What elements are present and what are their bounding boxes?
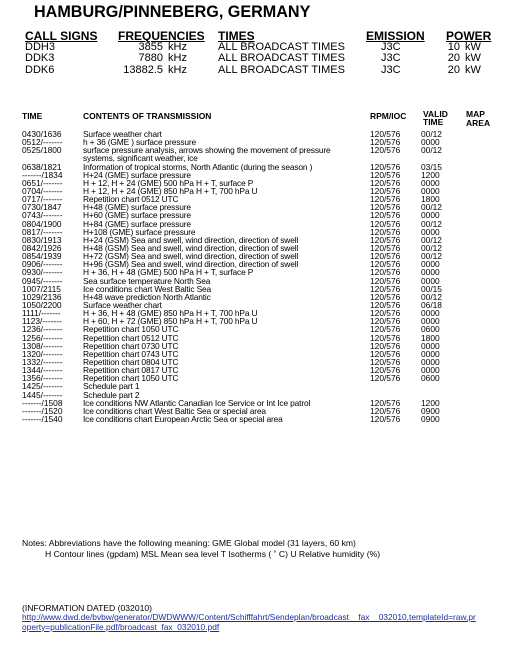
schedule-contents: Surface weather chart: [83, 299, 162, 310]
schedule-time: 1445/-------: [22, 389, 63, 400]
schedule-valid-time: 0000: [421, 226, 440, 237]
schedule-valid-time: 0000: [421, 365, 440, 376]
schedule-time: 1320/-------: [22, 348, 63, 359]
schedule-time: 0651/-------: [22, 177, 63, 188]
schedule-contents: surface pressure analysis, arrows showing the movement of pressure: [83, 145, 331, 156]
col-header-time: TIME: [22, 111, 43, 121]
station-frequency-unit: kHz: [168, 41, 187, 53]
schedule-valid-time: 0000: [421, 316, 440, 327]
schedule-valid-time: 0000: [421, 275, 440, 286]
schedule-contents: H+60 (GME) surface pressure: [83, 210, 191, 221]
schedule-rpm: 120/576: [370, 405, 401, 416]
schedule-contents: H + 36, H + 48 (GME) 500 hPa H + T, surface P: [83, 267, 254, 278]
col-header-map: MAP: [466, 109, 485, 119]
station-call-sign: DDK3: [25, 52, 55, 64]
schedule-contents: Repetition chart 1050 UTC: [83, 373, 179, 384]
schedule-time: 1007/2115: [22, 283, 61, 294]
schedule-valid-time: 1800: [421, 194, 440, 205]
schedule-valid-time: 0000: [421, 267, 440, 278]
schedule-row: [22, 415, 492, 423]
schedule-rpm: 120/576: [370, 413, 401, 424]
schedule-time: 0830/1913: [22, 234, 62, 245]
schedule-contents: Information of tropical storms, North Atlantic (during the season ): [83, 161, 313, 172]
schedule-time: -------/1834: [22, 169, 63, 180]
schedule-time: 0842/1926: [22, 242, 62, 253]
schedule-valid-time: 00/12: [421, 291, 442, 302]
schedule-time: 0854/1939: [22, 251, 62, 262]
schedule-rpm: 120/576: [370, 210, 401, 221]
header-call-signs: CALL SIGNS: [25, 29, 98, 43]
header-emission: EMISSION: [366, 29, 425, 43]
schedule-rpm: 120/576: [370, 291, 401, 302]
schedule-rpm: 120/576: [370, 324, 401, 335]
schedule-time: 0945/-------: [22, 275, 63, 286]
schedule-rpm: 120/576: [370, 169, 401, 180]
col-header-contents: CONTENTS OF TRANSMISSION: [83, 111, 212, 121]
schedule-rpm: 120/576: [370, 226, 401, 237]
schedule-contents: H+48 wave prediction North Atlantic: [83, 291, 211, 302]
schedule-rpm: 120/576: [370, 275, 401, 286]
schedule-contents: Repetition chart 0512 UTC: [83, 194, 179, 205]
schedule-rpm: 120/576: [370, 242, 401, 253]
station-power: 20: [447, 64, 460, 76]
schedule-rpm: 120/576: [370, 259, 401, 270]
schedule-rpm: 120/576: [370, 145, 401, 156]
schedule-contents: H+48 (GME) surface pressure: [83, 202, 191, 213]
schedule-rpm: 120/576: [370, 348, 401, 359]
schedule-rpm: 120/576: [370, 251, 401, 262]
schedule-rpm: 120/576: [370, 316, 401, 327]
header-power: POWER: [446, 29, 492, 43]
station-power-unit: kW: [465, 41, 481, 53]
schedule-contents: H+24 (GSM) Sea and swell, wind direction, direction of swell: [83, 234, 299, 245]
schedule-contents: Repetition chart 0730 UTC: [83, 340, 179, 351]
schedule-time: 1356/-------: [22, 373, 63, 384]
schedule-rpm: 120/576: [370, 161, 401, 172]
station-emission: J3C: [381, 52, 401, 64]
schedule-valid-time: 00/12: [421, 129, 442, 139]
schedule-valid-time: 0000: [421, 210, 440, 221]
schedule-time: 0704/-------: [22, 185, 63, 196]
station-power: 10: [447, 41, 460, 53]
schedule-rpm: 120/576: [370, 340, 401, 351]
schedule-time: 1050/2200: [22, 299, 62, 310]
schedule-rpm: 120/576: [370, 308, 401, 319]
station-frequency-unit: kHz: [168, 52, 187, 64]
schedule-contents: Repetition chart 0743 UTC: [83, 348, 179, 359]
schedule-time: 0638/1821: [22, 161, 62, 172]
schedule-valid-time: 0900: [421, 413, 440, 424]
schedule-valid-time: 00/15: [421, 283, 442, 294]
schedule-rpm: 120/576: [370, 267, 401, 278]
source-link[interactable]: [22, 613, 492, 632]
station-times: ALL BROADCAST TIMES: [218, 41, 345, 53]
schedule-rpm: 120/576: [370, 177, 401, 188]
schedule-valid-time: 0000: [421, 348, 440, 359]
schedule-valid-time: 0000: [421, 185, 440, 196]
schedule-contents: Repetition chart 0804 UTC: [83, 356, 179, 367]
schedule-time: 1425/-------: [22, 381, 63, 392]
schedule-time: 1308/-------: [22, 340, 63, 351]
schedule-valid-time: 00/12: [421, 145, 442, 156]
schedule-time: 1256/-------: [22, 332, 63, 343]
station-call-sign: DDK6: [25, 64, 55, 76]
station-frequency: 7880: [138, 52, 163, 64]
schedule-time: 1344/-------: [22, 365, 63, 376]
schedule-valid-time: 1200: [421, 397, 440, 408]
schedule-rpm: 120/576: [370, 129, 401, 139]
schedule-valid-time: 1200: [421, 169, 440, 180]
schedule-contents: H + 60, H + 72 (GME) 850 hPa H + T, 700 hPa U: [83, 316, 258, 327]
schedule-rpm: 120/576: [370, 194, 401, 205]
schedule-rpm: 120/576: [370, 202, 401, 213]
schedule-rpm: 120/576: [370, 218, 401, 229]
schedule-contents: h + 36 (GME ) surface pressure: [83, 137, 197, 148]
source-link-line-2[interactable]: operty=publicationFile.pdf/broadcast_fax_032010.pdf: [22, 621, 220, 632]
schedule-valid-time: 1800: [421, 332, 440, 343]
header-times: TIMES: [218, 29, 255, 43]
col-header-area: AREA: [466, 118, 491, 128]
schedule-rpm: 120/576: [370, 283, 401, 294]
station-emission: J3C: [381, 64, 401, 76]
schedule-contents: H+24 (GME) surface pressure: [83, 169, 191, 180]
schedule-contents: Schedule part 1: [83, 381, 140, 392]
schedule-valid-time: 0000: [421, 308, 440, 319]
station-call-sign: DDH3: [25, 41, 55, 53]
schedule-contents: Repetition chart 0817 UTC: [83, 365, 179, 376]
schedule-time: 1029/2136: [22, 291, 62, 302]
station-times: ALL BROADCAST TIMES: [218, 64, 345, 76]
schedule-time: 0512/-------: [22, 137, 63, 148]
col-header-rpm: RPM/IOC: [370, 111, 407, 121]
schedule-rpm: 120/576: [370, 365, 401, 376]
schedule-contents: H + 12, H + 24 (GME) 500 hPa H + T, surface P: [83, 177, 254, 188]
schedule-valid-time: 03/15: [421, 161, 442, 172]
schedule-rpm: 120/576: [370, 137, 401, 148]
schedule-valid-time: 06/18: [421, 299, 442, 310]
notes-line-2: H Contour lines (gpdam) MSL Mean sea level T Isotherms ( ˚ C) U Relative humidity (%): [45, 549, 381, 559]
schedule-contents: Ice conditions chart West Baltic Sea or special area: [83, 405, 266, 416]
schedule-time: 1123/-------: [22, 316, 62, 327]
schedule-valid-time: 00/12: [421, 202, 442, 213]
schedule-contents: H+84 (GME) surface pressure: [83, 218, 191, 229]
schedule-table: [22, 130, 492, 423]
schedule-time: 0817/-------: [22, 226, 63, 237]
schedule-valid-time: 0600: [421, 324, 440, 335]
station-emission: J3C: [381, 41, 401, 53]
schedule-rpm: 120/576: [370, 234, 401, 245]
schedule-time: 0930/-------: [22, 267, 63, 278]
schedule-time: -------/1508: [22, 397, 63, 408]
schedule-valid-time: 00/12: [421, 251, 442, 262]
schedule-rpm: 120/576: [370, 185, 401, 196]
schedule-time: 0717/-------: [22, 194, 63, 205]
notes-line-1: Notes: Abbreviations have the following meaning: GME Global model (31 layers, 60 km): [22, 538, 356, 548]
schedule-time: -------/1520: [22, 405, 63, 416]
schedule-time: 0430/1636: [22, 129, 62, 139]
schedule-time: 1111/-------: [22, 308, 61, 319]
schedule-contents: Repetition chart 0512 UTC: [83, 332, 179, 343]
schedule-contents: Ice conditions NW Atlantic Canadian Ice Service or Int Ice patrol: [83, 397, 311, 408]
schedule-contents: Sea surface temperature North Sea: [83, 275, 211, 286]
schedule-rpm: 120/576: [370, 299, 401, 310]
schedule-contents: Ice conditions chart West Baltic Sea: [83, 283, 212, 294]
schedule-valid-time: 0000: [421, 259, 440, 270]
schedule-contents: H+108 (GME) surface pressure: [83, 226, 196, 237]
info-dated: (INFORMATION DATED (032010): [22, 603, 153, 613]
schedule-valid-time: 00/12: [421, 242, 442, 253]
schedule-valid-time: 00/12: [421, 234, 442, 245]
schedule-time: 0906/-------: [22, 259, 63, 270]
schedule-valid-time: 0000: [421, 356, 440, 367]
station-times: ALL BROADCAST TIMES: [218, 52, 345, 64]
schedule-valid-time: 0000: [421, 177, 440, 188]
schedule-contents: systems, significant weather, ice: [83, 153, 198, 164]
schedule-contents: H+48 (GSM) Sea and swell, wind direction, direction of swell: [83, 242, 299, 253]
schedule-contents: Surface weather chart: [83, 129, 162, 139]
schedule-valid-time: 0000: [421, 137, 440, 148]
page-title: HAMBURG/PINNEBERG, GERMANY: [34, 2, 311, 21]
schedule-rpm: 120/576: [370, 356, 401, 367]
schedule-time: 0743/-------: [22, 210, 63, 221]
schedule-contents: Repetition chart 1050 UTC: [83, 324, 179, 335]
schedule-time: 0804/1900: [22, 218, 62, 229]
schedule-time: 0730/1847: [22, 202, 62, 213]
station-power-unit: kW: [465, 64, 481, 76]
schedule-rpm: 120/576: [370, 332, 401, 343]
schedule-valid-time: 00/12: [421, 218, 442, 229]
col-header-valid: VALID: [423, 109, 448, 119]
schedule-contents: Ice conditions chart European Arctic Sea or special area: [83, 413, 283, 424]
schedule-time: 0525/1800: [22, 145, 62, 156]
schedule-valid-time: 0900: [421, 405, 440, 416]
schedule-contents: H+72 (GSM) Sea and swell, wind direction, direction of swell: [83, 251, 299, 262]
station-power: 20: [447, 52, 460, 64]
schedule-contents: Schedule part 2: [83, 389, 140, 400]
col-header-valid-time: TIME: [423, 117, 444, 127]
source-link-line-1[interactable]: http://www.dwd.de/bvbw/generator/DWDWWW/Content/Schifffahrt/Sendeplan/broadcast__fax__032010,templateId=raw,pr: [22, 612, 476, 622]
schedule-rpm: 120/576: [370, 373, 401, 384]
station-frequency: 13882.5: [123, 64, 163, 76]
station-frequency-unit: kHz: [168, 64, 187, 76]
schedule-time: 1332/-------: [22, 356, 63, 367]
schedule-time: -------/1540: [22, 413, 63, 424]
station-power-unit: kW: [465, 52, 481, 64]
schedule-rpm: 120/576: [370, 397, 401, 408]
schedule-contents: H+96 (GSM) Sea and swell, wind direction, direction of swell: [83, 259, 299, 270]
header-frequencies: FREQUENCIES: [118, 29, 205, 43]
schedule-valid-time: 0000: [421, 340, 440, 351]
schedule-valid-time: 0600: [421, 373, 440, 384]
schedule-time: 1236/-------: [22, 324, 63, 335]
schedule-contents: H + 12, H + 24 (GME) 850 hPa H + T, 700 hPa U: [83, 185, 258, 196]
station-frequency: 3855: [138, 41, 163, 53]
schedule-contents: H + 36, H + 48 (GME) 850 hPa H + T, 700 hPa U: [83, 308, 258, 319]
